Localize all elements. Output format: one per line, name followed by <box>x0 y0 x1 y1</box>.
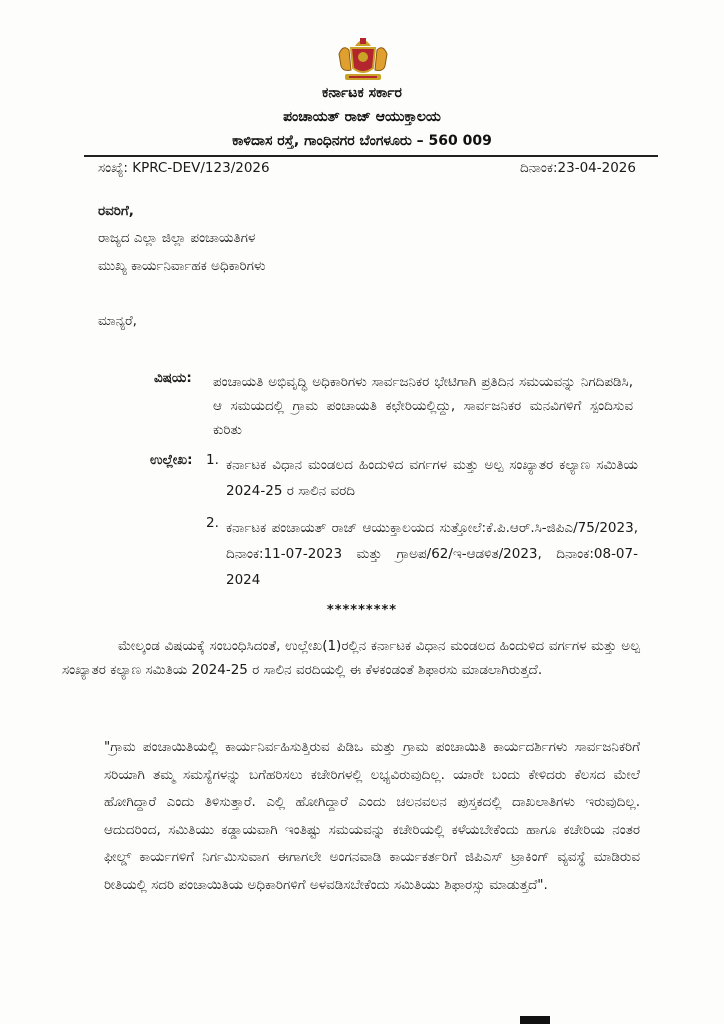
subject-text: ಪಂಚಾಯತಿ ಅಭಿವೃದ್ಧಿ ಅಧಿಕಾರಿಗಳು ಸಾರ್ವಜನಿಕರ ಭೇಟಿಗಾಗಿ ಪ್ರತಿದಿನ ಸಮಯವನ್ನು ನಿಗದಿಪಡಿಸಿ, ಆ ಸಮಯದಲ್ಲಿ ಗ್ರಾಮ ಪಂಚಾಯತಿ ಕಛೇರಿಯಲ್ಲಿದ್ದು, ಸಾರ್ವಜನಿಕರ ಮನವಿಗಳಿಗೆ ಸ್ಪಂದಿಸುವ ಕುರಿತು <box>213 374 633 438</box>
body-paragraph: ಮೇಲ್ಕಂಡ ವಿಷಯಕ್ಕೆ ಸಂಬಂಧಿಸಿದಂತೆ, ಉಲ್ಲೇಖ(1)ರಲ್ಲಿನ ಕರ್ನಾಟಕ ವಿಧಾನ ಮಂಡಲದ ಹಿಂದುಳಿದ ವರ್ಗಗಳ ಮತ್ತು ಅಲ್ಪ ಸಂಖ್ಯಾತರ ಕಲ್ಯಾಣ ಸಮಿತಿಯ 2024-25 ರ ಸಾಲಿನ ವರದಿಯಲ್ಲಿ ಈ ಕೆಳಕಂಡಂತೆ ಶಿಫಾರಸು ಮಾಡಲಾಗಿರುತ್ತದೆ. <box>62 638 640 678</box>
state-emblem-icon <box>333 32 393 84</box>
reference-number: ಸಂಖ್ಯೆ: KPRC-DEV/123/2026 <box>98 160 270 176</box>
salutation: ಮಾನ್ಯರೆ, <box>98 313 137 329</box>
references-label: ಉಲ್ಲೇಖ: <box>150 452 193 468</box>
header-divider <box>84 155 658 157</box>
department-title: ಪಂಚಾಯತ್ ರಾಜ್ ಆಯುಕ್ತಾಲಯ <box>283 109 441 125</box>
addressee-line-2: ಮುಖ್ಯ ಕಾರ್ಯನಿರ್ವಾಹಕ ಅಧಿಕಾರಿಗಳು <box>98 258 266 274</box>
reference-item-number: 1. <box>206 452 219 468</box>
government-title: ಕರ್ನಾಟಕ ಸರ್ಕಾರ <box>322 85 402 101</box>
reference-item-number: 2. <box>206 515 219 531</box>
addressee-title: ರವರಿಗೆ, <box>98 203 134 219</box>
addressee-line-1: ರಾಜ್ಯದ ಎಲ್ಲಾ ಜಿಲ್ಲಾ ಪಂಚಾಯತಿಗಳ <box>98 230 256 246</box>
reference-item-text: ಕರ್ನಾಟಕ ಪಂಚಾಯತ್ ರಾಜ್ ಆಯುಕ್ತಾಲಯದ ಸುತ್ತೋಲೆ:ಕೆ.ಪಿ.ಆರ್.ಸಿ-ಜಿಪಿಎ/75/2023, ದಿನಾಂಕ:11-07-2023 ಮತ್ತು ಗ್ರಾಅಪ/62/ಇ-ಆಡಳಿತ/2023, ದಿನಾಂಕ:08-07-2024 <box>226 520 638 588</box>
subject-label: ವಿಷಯ: <box>154 370 192 386</box>
office-address: ಕಾಳಿದಾಸ ರಸ್ತೆ, ಗಾಂಧಿನಗರ ಬೆಂಗಳೂರು – 560 009 <box>232 133 492 149</box>
quoted-recommendation: "ಗ್ರಾಮ ಪಂಚಾಯಿತಿಯಲ್ಲಿ ಕಾರ್ಯನಿರ್ವಹಿಸುತ್ತಿರುವ ಪಿಡಿಒ ಮತ್ತು ಗ್ರಾಮ ಪಂಚಾಯಿತಿ ಕಾರ್ಯದರ್ಶಿಗಳು ಸಾರ್ವಜನಿಕರಿಗೆ ಸರಿಯಾಗಿ ತಮ್ಮ ಸಮಸ್ಯೆಗಳನ್ನು ಬಗೆಹರಿಸಲು ಕಚೇರಿಗಳಲ್ಲಿ ಲಭ್ಯವಿರುವುದಿಲ್ಲ. ಯಾರೇ ಬಂದು ಕೇಳಿದರು ಕೆಲಸದ ಮೇಲೆ ಹೋಗಿದ್ದಾರೆ ಎಂದು ತಿಳಿಸುತ್ತಾರೆ. ಎಲ್ಲಿ ಹೋಗಿದ್ದಾರೆ ಎಂದು ಚಲನವಲನ ಪುಸ್ತಕದಲ್ಲಿ ದಾಖಲಾತಿಗಳು ಇರುವುದಿಲ್ಲ. ಆದುದರಿಂದ, ಸಮಿತಿಯು ಕಡ್ಡಾಯವಾಗಿ ಇಂತಿಷ್ಟು ಸಮಯವನ್ನು ಕಚೇರಿಯಲ್ಲಿ ಕಳೆಯಬೇಕೆಂದು ಹಾಗೂ ಕಚೇರಿಯ ನಂತರ ಫೀಲ್ಡ್ ಕಾರ್ಯಗಳಿಗೆ ನಿರ್ಗಮಿಸುವಾಗ ಈಗಾಗಲೇ ಅಂಗನವಾಡಿ ಕಾರ್ಯಕರ್ತರಿಗೆ ಜಿಪಿಎಸ್ ಟ್ರಾಕಿಂಗ್ ವ್ಯವಸ್ಥೆ ಮಾಡಿರುವ ರೀತಿಯಲ್ಲಿ ಸದರಿ ಪಂಚಾಯಿತಿಯ ಅಧಿಕಾರಿಗಳಿಗೆ ಅಳವಡಿಸಬೇಕೆಂದು ಸಮಿತಿಯು ಶಿಫಾರಸ್ಸು ಮಾಡುತ್ತದೆ". <box>104 739 640 893</box>
reference-item-text: ಕರ್ನಾಟಕ ವಿಧಾನ ಮಂಡಲದ ಹಿಂದುಳಿದ ವರ್ಗಗಳ ಮತ್ತು ಅಲ್ಪ ಸಂಖ್ಯಾತರ ಕಲ್ಯಾಣ ಸಮಿತಿಯ 2024-25 ರ ಸಾಲಿನ ವರದಿ <box>226 457 638 499</box>
scan-mark <box>520 1016 550 1024</box>
section-separator: ********* <box>326 603 398 618</box>
document-date: ದಿನಾಂಕ:23-04-2026 <box>519 160 636 176</box>
